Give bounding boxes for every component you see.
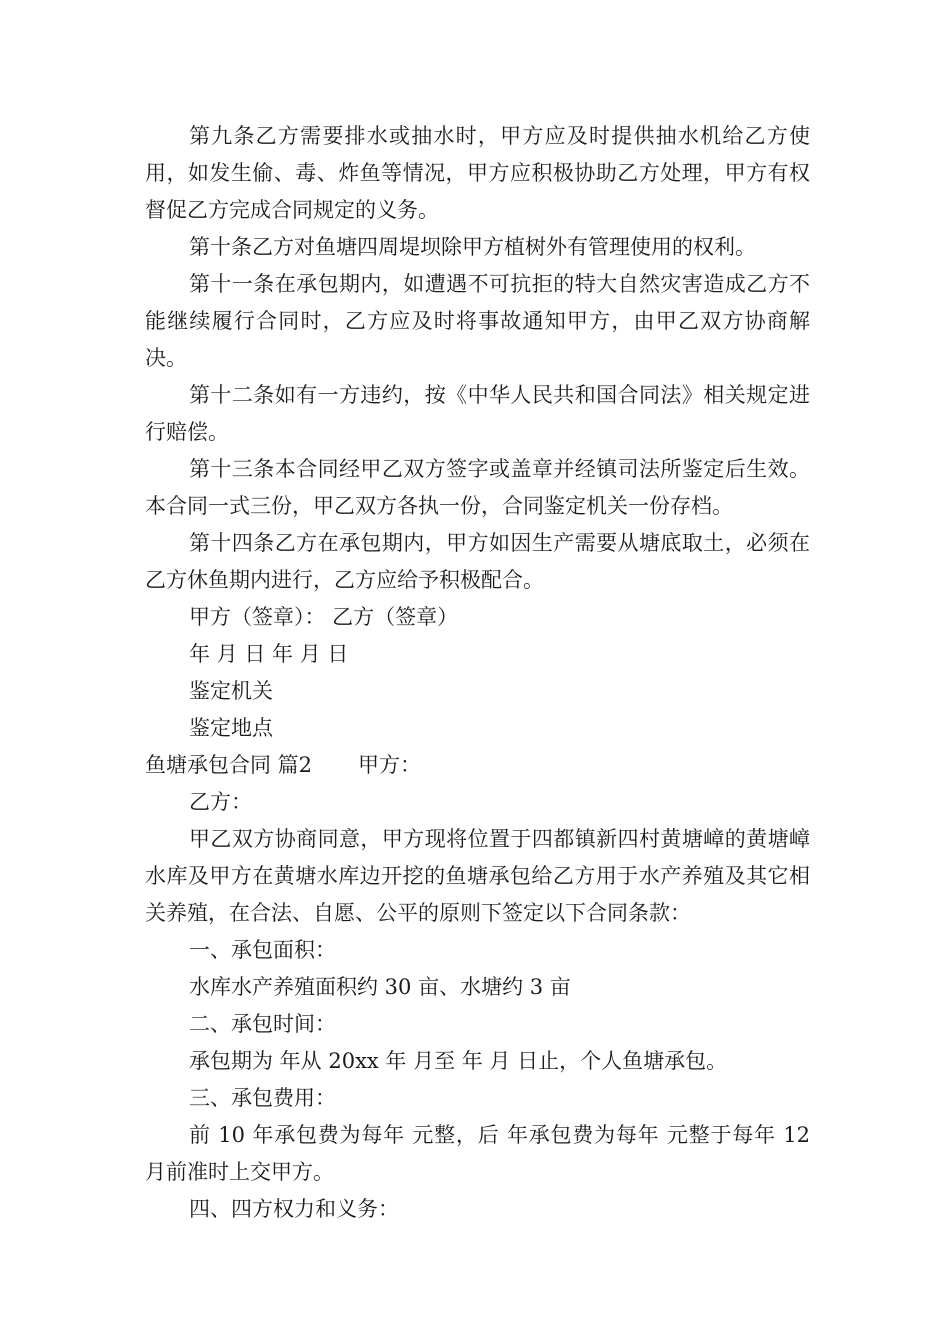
- section-term-heading: 二、承包时间：: [189, 1012, 336, 1036]
- section-rights-heading: 四、四方权力和义务：: [189, 1197, 399, 1221]
- clause-13: 第十三条本合同经甲乙双方签字或盖章并经镇司法所鉴定后生效。本合同一式三份，甲乙双方各执一份，合同鉴定机关一份存档。: [145, 457, 810, 518]
- appraisal-authority: 鉴定机关: [189, 679, 273, 703]
- contract-preamble: 甲乙双方协商同意，甲方现将位置于四都镇新四村黄塘嶂的黄塘嶂水库及甲方在黄塘水库边开挖的鱼塘承包给乙方用于水产养殖及其它相关养殖，在合法、自愿、公平的原则下签定以下合同条款：: [145, 827, 810, 925]
- section-area-text: 水库水产养殖面积约 30 亩、水塘约 3 亩: [189, 975, 571, 999]
- clause-9: 第九条乙方需要排水或抽水时，甲方应及时提供抽水机给乙方使用，如发生偷、毒、炸鱼等情况，甲方应积极协助乙方处理，甲方有权督促乙方完成合同规定的义务。: [145, 124, 810, 222]
- document-body: [145, 118, 810, 1228]
- section-fee-text: 前 10 年承包费为每年 元整，后 年承包费为每年 元整于每年 12 月前准时上交甲方。: [145, 1123, 810, 1184]
- section-title: 鱼塘承包合同 篇2: [145, 753, 313, 777]
- party-b-label: 乙方：: [189, 790, 252, 814]
- date-line: 年 月 日 年 月 日: [189, 642, 349, 666]
- section-heading: [145, 747, 810, 784]
- clause-14: 第十四条乙方在承包期内，甲方如因生产需要从塘底取土，必须在乙方休鱼期内进行，乙方应给予积极配合。: [145, 531, 810, 592]
- party-a-label: 甲方：: [358, 753, 422, 777]
- section-term-text: 承包期为 年从 20xx 年 月至 年 月 日止，个人鱼塘承包。: [189, 1049, 728, 1073]
- clause-11: 第十一条在承包期内，如遭遇不可抗拒的特大自然灾害造成乙方不能继续履行合同时，乙方应及时将事故通知甲方，由甲乙双方协商解决。: [145, 272, 810, 370]
- section-area-heading: 一、承包面积：: [189, 938, 336, 962]
- clause-10: 第十条乙方对鱼塘四周堤坝除甲方植树外有管理使用的权利。: [189, 235, 756, 259]
- signature-line: 甲方（签章）： 乙方（签章）: [189, 605, 459, 629]
- appraisal-location: 鉴定地点: [189, 716, 273, 740]
- clause-12: 第十二条如有一方违约，按《中华人民共和国合同法》相关规定进行赔偿。: [145, 383, 810, 444]
- section-fee-heading: 三、承包费用：: [189, 1086, 336, 1110]
